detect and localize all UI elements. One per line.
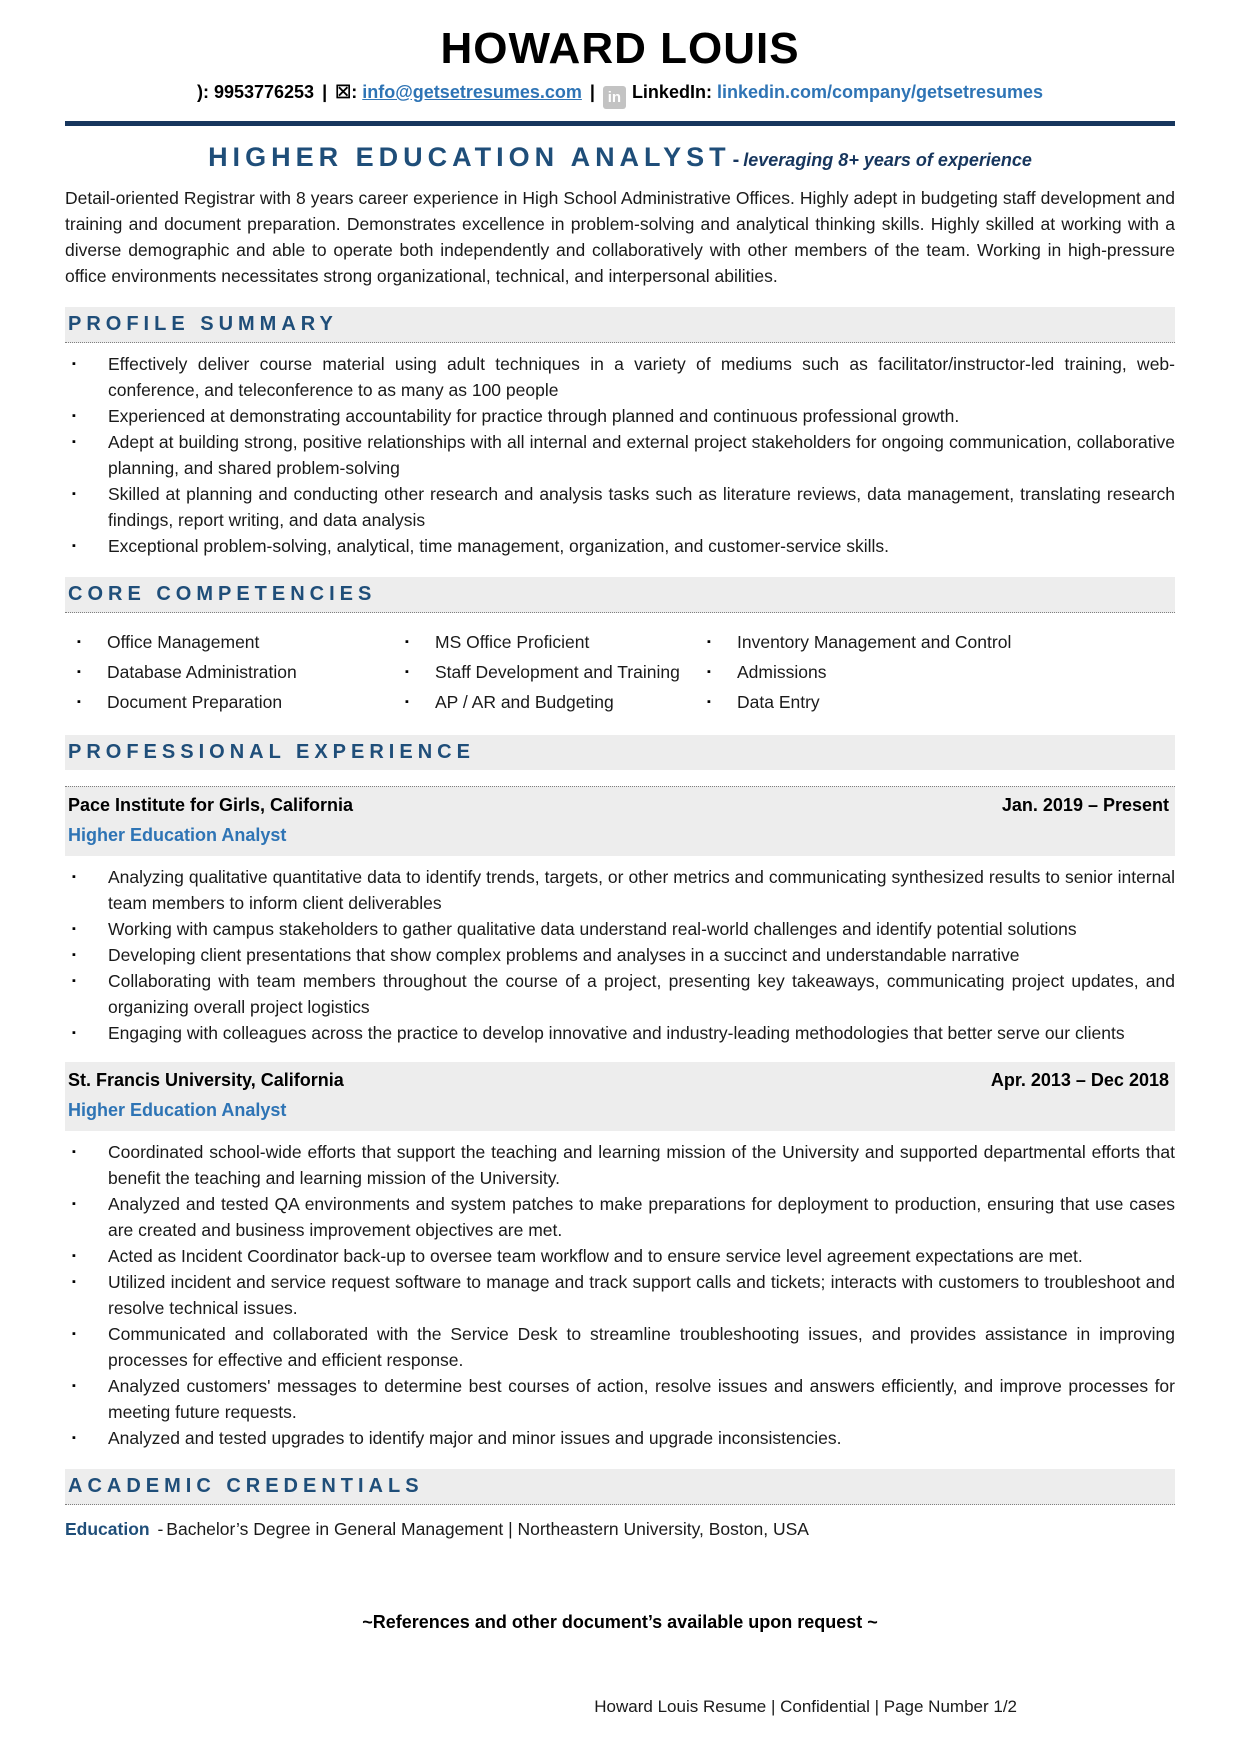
competency: Staff Development and Training <box>435 662 680 682</box>
phone-label: : <box>202 82 209 102</box>
list-item <box>65 1020 1175 1046</box>
list-item <box>393 627 695 657</box>
job-duty: Acted as Incident Coordinator back-up to oversee team workflow and to ensure service level agreement expectations are met. <box>108 1246 1083 1266</box>
summary-paragraph: Detail-oriented Registrar with 8 years career experience in High School Administrative Offices. Highly adept in budgeting staff development and training and document preparation. Demonstrates excellence in problem-solving and analytical thinking skills. Highly skilled at working with a diverse demographic and able to operate both independently and collaboratively with other members of the team. Working in high-pressure office environments necessitates strong organizational, technical, and interpersonal abilities. <box>65 188 1175 286</box>
list-item <box>65 429 1175 481</box>
resume-title <box>65 142 1175 173</box>
list-item <box>65 864 1175 916</box>
job-duty: Coordinated school-wide efforts that support the teaching and learning mission of the University and supported departmental efforts that benefit the teaching and learning mission of the University. <box>108 1142 1175 1188</box>
job-duty: Working with campus stakeholders to gather qualitative data understand real-world challenges and identify potential solutions <box>108 919 1077 939</box>
list-item <box>695 687 1175 717</box>
education-dash: - <box>157 1519 164 1539</box>
bullet-icon: ▪ <box>72 488 76 500</box>
job-duty: Utilized incident and service request software to manage and track support calls and tickets; interacts with customers to troubleshoot and resolve technical issues. <box>108 1272 1175 1318</box>
bullet-icon: ▪ <box>72 1276 76 1288</box>
bullet-icon: ▪ <box>72 358 76 370</box>
profile-summary-list <box>65 351 1175 559</box>
list-item <box>65 351 1175 403</box>
bullet-icon: ▪ <box>405 696 409 708</box>
title-separator: - <box>732 149 740 171</box>
list-item <box>65 481 1175 533</box>
job-duty: Collaborating with team members throughout the course of a project, presenting key takeaways, communicating project updates, and organizing overall project logistics <box>108 971 1175 1017</box>
job-duty: Developing client presentations that show complex problems and analyses in a succinct and understandable narrative <box>108 945 1020 965</box>
job-duty: Analyzing qualitative quantitative data to identify trends, targets, or other metrics and communicating synthesized results to senior internal team members to inform client deliverables <box>108 867 1175 913</box>
job-duty: Engaging with colleagues across the practice to develop innovative and industry-leading methodologies that better serve our clients <box>108 1023 1125 1043</box>
list-item <box>393 687 695 717</box>
bullet-icon: ▪ <box>72 975 76 987</box>
job-duty: Analyzed and tested QA environments and system patches to make preparations for deployment to production, ensuring that use cases are created and business improvement objectives are met. <box>108 1194 1175 1240</box>
section-heading-core-competencies <box>65 577 1175 613</box>
competency: Admissions <box>737 662 827 682</box>
list-item <box>65 942 1175 968</box>
section-heading-label: CORE COMPETENCIES <box>68 583 377 605</box>
list-item <box>65 1425 1175 1451</box>
job-duty: Communicated and collaborated with the Service Desk to streamline troubleshooting issues, and provides assistance in improving processes for effective and efficient response. <box>108 1324 1175 1370</box>
bullet-icon: ▪ <box>77 636 81 648</box>
experience-tagline: leveraging 8+ years of experience <box>743 150 1032 170</box>
list-item <box>65 687 393 717</box>
job-duty: Analyzed and tested upgrades to identify major and minor issues and upgrade inconsistencies. <box>108 1428 842 1448</box>
bullet-icon: ▪ <box>72 1027 76 1039</box>
list-item <box>65 1269 1175 1321</box>
bullet-icon: ▪ <box>77 696 81 708</box>
bullet-icon: ▪ <box>72 410 76 422</box>
employer-name: St. Francis University, California <box>68 1070 344 1090</box>
competency: Inventory Management and Control <box>737 632 1012 652</box>
email-link[interactable]: info@getsetresumes.com <box>362 82 582 102</box>
bullet-icon: ▪ <box>707 666 711 678</box>
competency: Database Administration <box>107 662 297 682</box>
list-item <box>65 657 393 687</box>
job-duty-list <box>65 1139 1175 1451</box>
contact-separator: | <box>589 82 595 102</box>
bullet-icon: ▪ <box>707 696 711 708</box>
employment-dates: Jan. 2019 – Present <box>1001 795 1169 815</box>
competency: Data Entry <box>737 692 820 712</box>
profile-bullet: Experienced at demonstrating accountability for practice through planned and continuous professional growth. <box>108 406 960 426</box>
bullet-icon: ▪ <box>405 666 409 678</box>
section-heading-professional-experience <box>65 735 1175 770</box>
education-detail: Bachelor’s Degree in General Management | Northeastern University, Boston, USA <box>166 1519 809 1539</box>
job-header <box>65 786 1175 856</box>
job-employer-row <box>68 1070 1169 1091</box>
phone-icon: ) <box>196 82 203 102</box>
bullet-icon: ▪ <box>72 1380 76 1392</box>
header-divider <box>65 121 1175 126</box>
competency-column <box>65 627 393 717</box>
linkedin-label: LinkedIn: <box>631 82 712 102</box>
page-footer: Howard Louis Resume | Confidential | Page Number 1/2 <box>594 1697 1017 1716</box>
list-item <box>695 627 1175 657</box>
contact-line <box>65 82 1175 109</box>
job-duty: Analyzed customers' messages to determine best courses of action, resolve issues and answers efficiently, and improve processes for meeting future requests. <box>108 1376 1175 1422</box>
competency-column <box>393 627 695 717</box>
competency: Office Management <box>107 632 260 652</box>
competency: AP / AR and Budgeting <box>435 692 614 712</box>
job-entry <box>65 1062 1175 1451</box>
competency-column <box>695 627 1175 717</box>
section-heading-label: PROFILE SUMMARY <box>68 313 338 335</box>
bullet-icon: ▪ <box>72 1328 76 1340</box>
list-item <box>65 968 1175 1020</box>
bullet-icon: ▪ <box>405 636 409 648</box>
job-header <box>65 1062 1175 1131</box>
list-item <box>65 627 393 657</box>
core-competencies-grid <box>65 627 1175 717</box>
education-line <box>65 1519 1175 1540</box>
list-item <box>393 657 695 687</box>
candidate-name: HOWARD LOUIS <box>440 24 800 73</box>
bullet-icon: ▪ <box>72 871 76 883</box>
list-item <box>65 403 1175 429</box>
job-duty-list <box>65 864 1175 1046</box>
job-title: Higher Education Analyst <box>68 825 287 845</box>
list-item <box>65 1321 1175 1373</box>
list-item <box>65 1191 1175 1243</box>
section-heading-label: PROFESSIONAL EXPERIENCE <box>68 741 475 763</box>
list-item <box>65 1373 1175 1425</box>
list-item <box>65 533 1175 559</box>
section-heading-profile-summary <box>65 307 1175 343</box>
envelope-icon: ☒ <box>335 82 352 102</box>
employment-dates: Apr. 2013 – Dec 2018 <box>990 1070 1169 1090</box>
profile-bullet: Effectively deliver course material using adult techniques in a variety of mediums such as facilitator/instructor-led training, web-conference, and teleconference to as many as 100 people <box>108 354 1175 400</box>
linkedin-link[interactable]: linkedin.com/company/getsetresumes <box>716 82 1044 102</box>
competency: Document Preparation <box>107 692 283 712</box>
profile-bullet: Exceptional problem-solving, analytical, time management, organization, and customer-service skills. <box>108 536 890 556</box>
list-item <box>65 916 1175 942</box>
employer-name: Pace Institute for Girls, California <box>68 795 354 815</box>
bullet-icon: ▪ <box>77 666 81 678</box>
references-note: ~References and other document’s available upon request ~ <box>362 1612 878 1632</box>
linkedin-icon: in <box>603 86 626 109</box>
email-label: : <box>351 82 358 102</box>
bullet-icon: ▪ <box>72 436 76 448</box>
section-heading-label: ACADEMIC CREDENTIALS <box>68 1475 424 1497</box>
bullet-icon: ▪ <box>72 1146 76 1158</box>
bullet-icon: ▪ <box>72 949 76 961</box>
section-heading-academic-credentials <box>65 1469 1175 1505</box>
bullet-icon: ▪ <box>72 1198 76 1210</box>
bullet-icon: ▪ <box>72 923 76 935</box>
bullet-icon: ▪ <box>72 1432 76 1444</box>
profile-bullet: Skilled at planning and conducting other research and analysis tasks such as literature reviews, data management, translating research findings, report writing, and data analysis <box>108 484 1175 530</box>
bullet-icon: ▪ <box>707 636 711 648</box>
education-label: Education <box>65 1519 150 1539</box>
bullet-icon: ▪ <box>72 1250 76 1262</box>
contact-separator: | <box>322 82 328 102</box>
job-entry <box>65 786 1175 1046</box>
bullet-icon: ▪ <box>72 540 76 552</box>
phone-number: 9953776253 <box>213 82 315 102</box>
competency: MS Office Proficient <box>435 632 590 652</box>
job-title: Higher Education Analyst <box>68 1100 287 1120</box>
job-employer-row <box>68 795 1169 816</box>
job-role-title: HIGHER EDUCATION ANALYST <box>208 142 731 172</box>
list-item <box>695 657 1175 687</box>
list-item <box>65 1139 1175 1191</box>
profile-bullet: Adept at building strong, positive relationships with all internal and external project stakeholders for ongoing communication, collaborative planning, and shared problem-solving <box>108 432 1175 478</box>
list-item <box>65 1243 1175 1269</box>
